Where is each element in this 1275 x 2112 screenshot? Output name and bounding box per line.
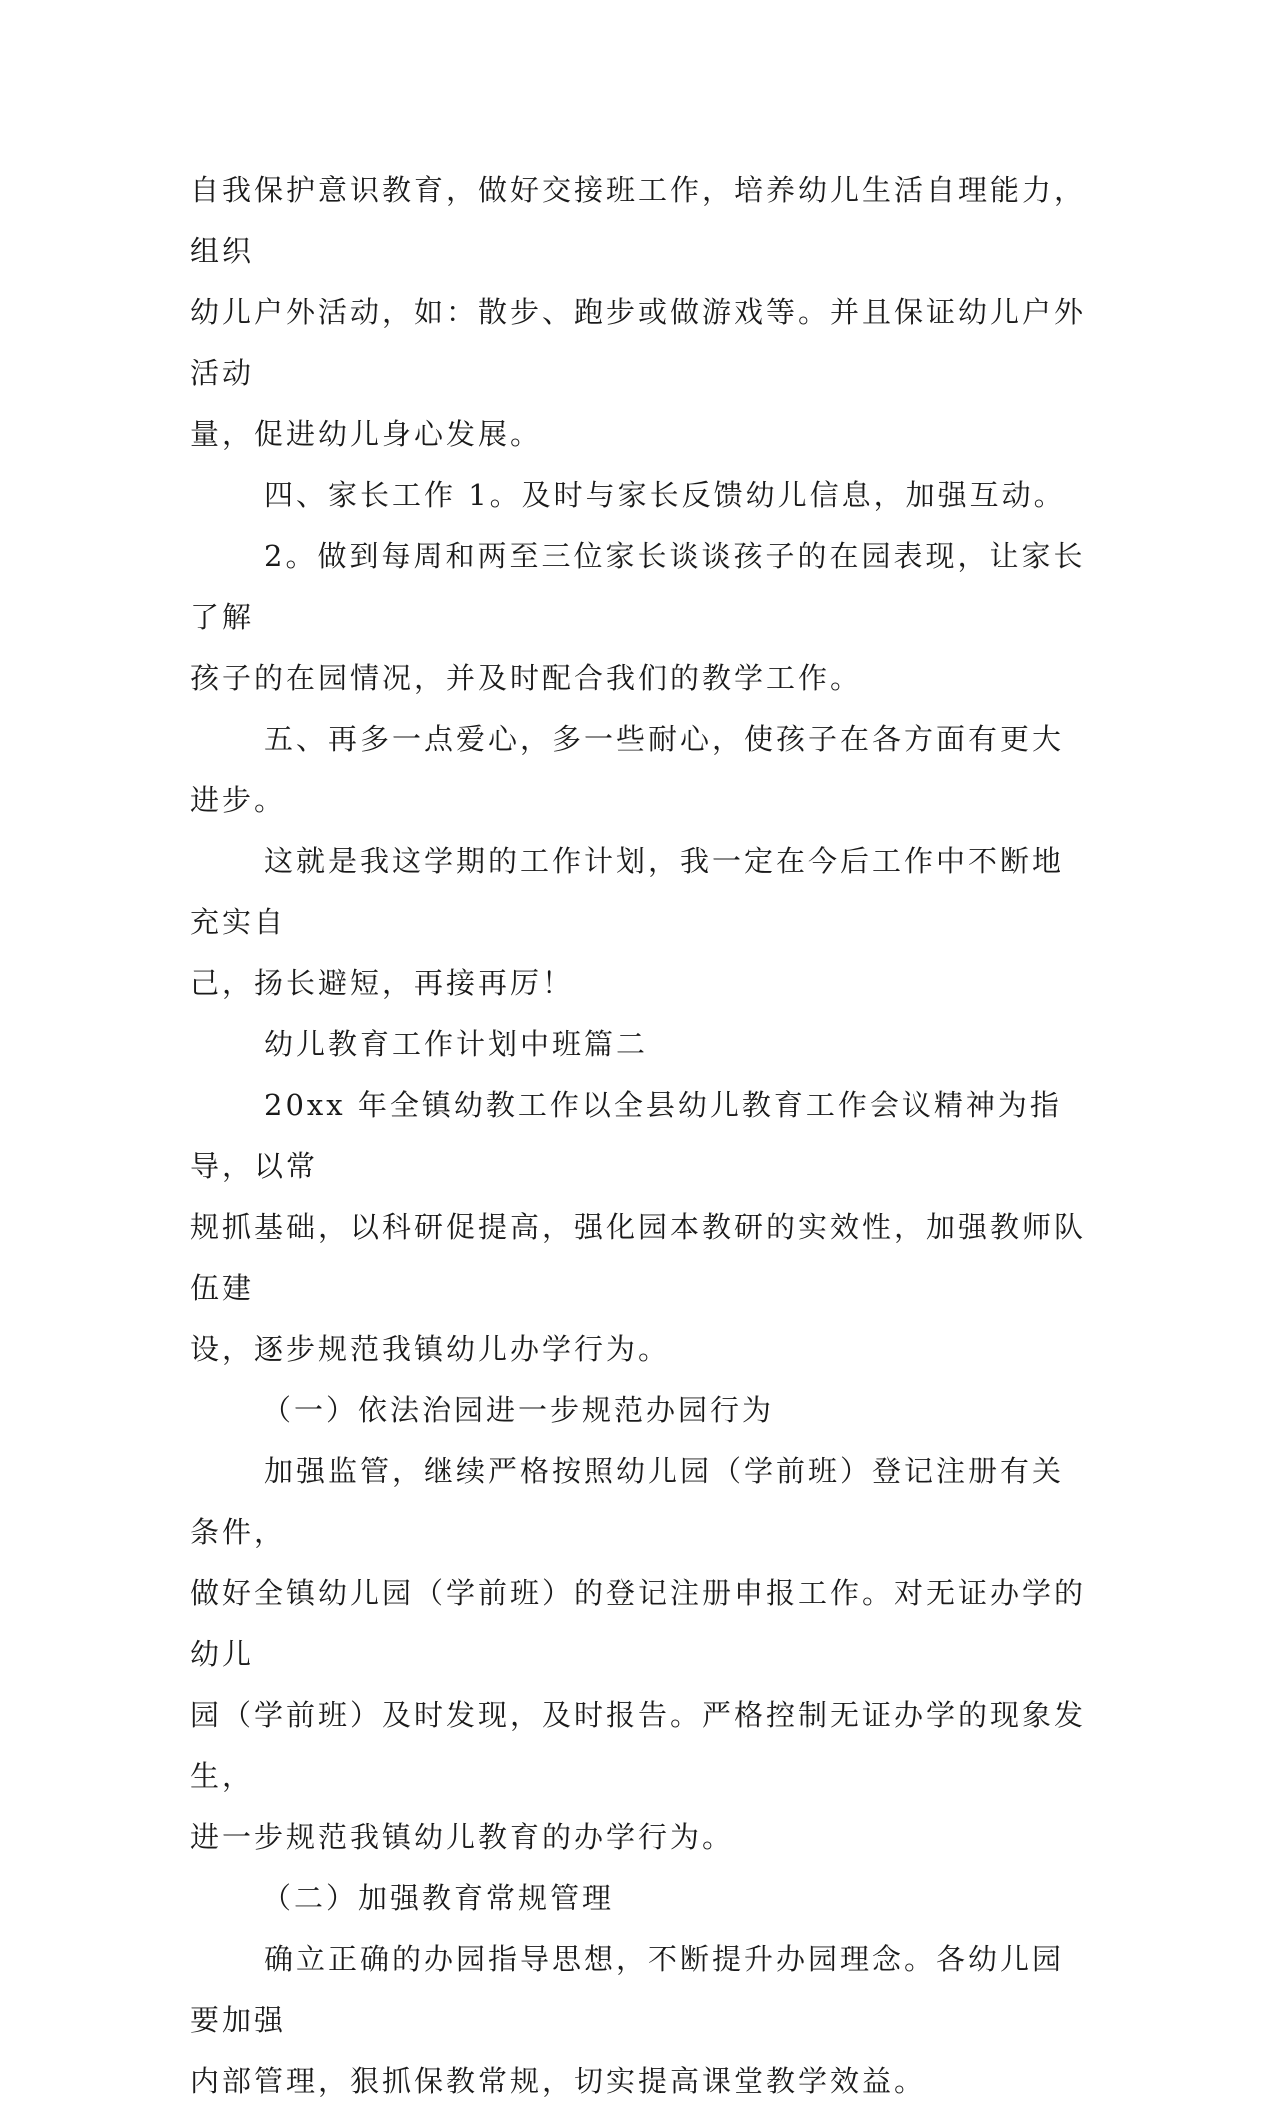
body-line: 确立正确的办园指导思想，不断提升办园理念。各幼儿园要加强 (190, 1942, 1065, 2037)
body-line: 进一步规范我镇幼儿教育的办学行为。 (190, 1820, 735, 1854)
document-body (190, 160, 1090, 2112)
subsection-heading: （二）加强教育常规管理 (262, 1881, 615, 1915)
body-line: 四、家长工作 1。及时与家长反馈幼儿信息，加强互动。 (264, 478, 1066, 512)
body-line: 五、再多一点爱心，多一些耐心，使孩子在各方面有更大进步。 (190, 722, 1065, 817)
body-line: 20xx 年全镇幼教工作以全县幼儿教育工作会议精神为指导，以常 (190, 1088, 1062, 1183)
body-line: 园（学前班）及时发现，及时报告。严格控制无证办学的现象发生， (190, 1698, 1087, 1793)
body-line: 量，促进幼儿身心发展。 (190, 417, 543, 451)
subsection-heading: （一）依法治园进一步规范办园行为 (262, 1393, 775, 1427)
body-line: 内部管理，狠抓保教常规，切实提高课堂教学效益。 (190, 2064, 927, 2098)
body-line: 设，逐步规范我镇幼儿办学行为。 (190, 1332, 671, 1366)
body-line: 加强监管，继续严格按照幼儿园（学前班）登记注册有关条件， (190, 1454, 1065, 1549)
body-line: 这就是我这学期的工作计划，我一定在今后工作中不断地充实自 (190, 844, 1065, 939)
body-line: 己，扬长避短，再接再厉！ (190, 966, 575, 1000)
body-line: 做好全镇幼儿园（学前班）的登记注册申报工作。对无证办学的幼儿 (190, 1576, 1087, 1671)
body-line: 幼儿户外活动，如：散步、跑步或做游戏等。并且保证幼儿户外活动 (190, 295, 1087, 390)
body-line: 2。做到每周和两至三位家长谈谈孩子的在园表现，让家长了解 (190, 539, 1086, 634)
body-line: 自我保护意识教育，做好交接班工作，培养幼儿生活自理能力，组织 (190, 173, 1087, 268)
section-title: 幼儿教育工作计划中班篇二 (264, 1027, 649, 1061)
body-line: 孩子的在园情况，并及时配合我们的教学工作。 (190, 661, 863, 695)
body-line: 规抓基础，以科研促提高，强化园本教研的实效性，加强教师队伍建 (190, 1210, 1087, 1305)
